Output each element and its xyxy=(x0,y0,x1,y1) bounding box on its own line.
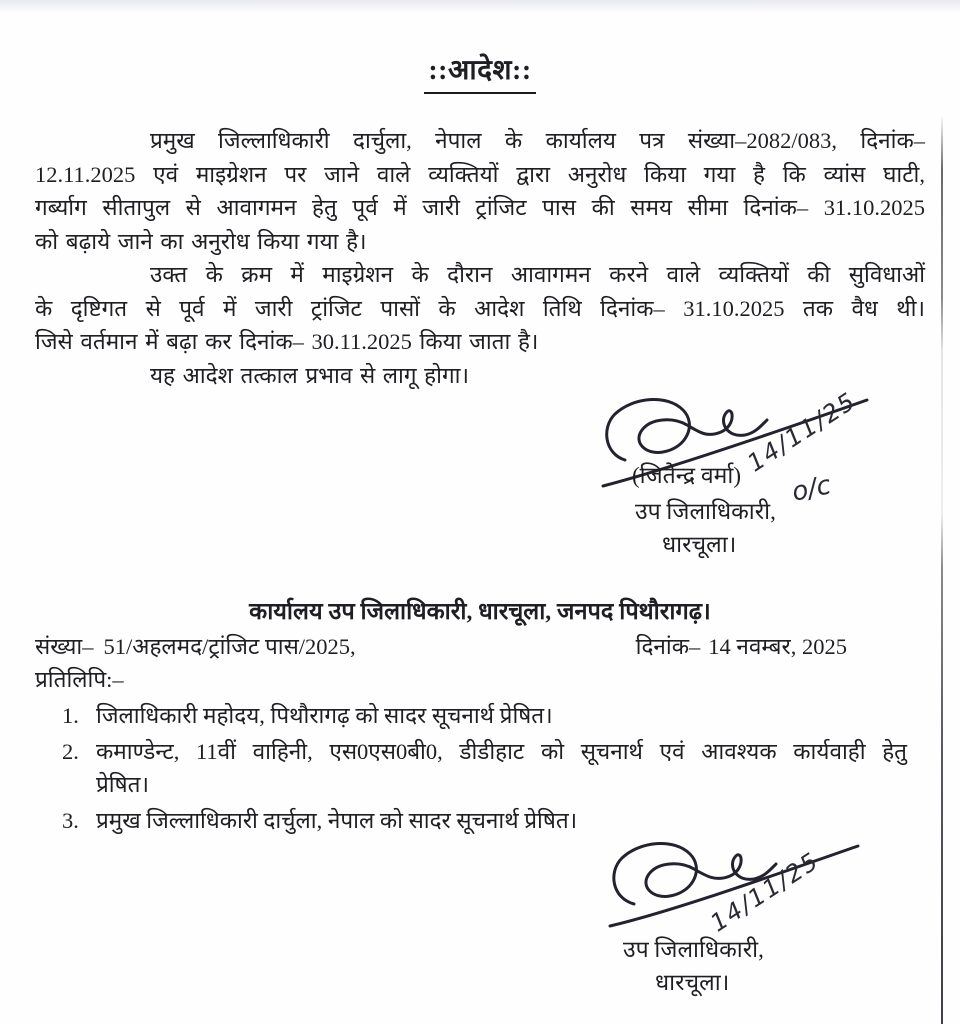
body-line: जिसे वर्तमान में बढ़ा कर दिनांक– 30.11.2025 किया जाता है। xyxy=(35,329,539,354)
signature-block-1 xyxy=(580,388,925,573)
signatory-place: धारचूला। xyxy=(655,970,730,995)
item-number: 3. xyxy=(62,807,79,833)
item-text: कमाण्डेन्ट, 11वीं वाहिनी, एस0एस0बी0, डीडीहाट को सूचनार्थ एवं आवश्यक कार्यवाही हेतु xyxy=(96,738,907,764)
list-item xyxy=(62,699,907,733)
scan-top-band xyxy=(0,0,960,12)
signatory-designation: उप जिलाधिकारी, xyxy=(635,499,776,524)
body-line: उक्त के क्रम में माइग्रेशन के दौरान आवागमन करने वाले व्यक्तियों की सुविधाओं xyxy=(150,262,925,287)
body-line: के दृष्टिगत से पूर्व में जारी ट्रांजिट पासों के आदेश तिथि दिनांक– 31.10.2025 तक वैध थी। xyxy=(35,295,925,321)
order-body xyxy=(35,124,925,392)
item-number: 2. xyxy=(62,738,79,764)
body-line: गर्ब्याग सीतापुल से आवागमन हेतु पूर्व में जारी ट्रांजिट पास की समय सीमा दिनांक– 31.10.2025 xyxy=(35,195,925,220)
copy-list xyxy=(62,699,907,839)
letter-date xyxy=(636,630,855,661)
list-item xyxy=(62,735,907,802)
signatory-name: (जितेन्द्र वर्मा) xyxy=(632,463,742,488)
item-text: प्रमुख जिल्लाधिकारी दार्चुला, नेपाल को सादर सूचनार्थ प्रेषित। xyxy=(96,807,578,833)
copy-to-label: प्रतिलिपि:– xyxy=(35,667,124,692)
letter-number xyxy=(35,630,366,661)
body-line: यह आदेश तत्काल प्रभाव से लागू होगा। xyxy=(150,362,469,388)
handwritten-date: 14/11/25 xyxy=(742,386,862,478)
title-row xyxy=(0,50,960,94)
number-date-row xyxy=(35,630,925,661)
item-number: 1. xyxy=(62,703,79,728)
scan-artifact-line xyxy=(941,115,943,1024)
number-label: संख्या– xyxy=(35,634,94,659)
document-title: ::आदेश:: xyxy=(424,50,535,94)
handwritten-oc: o/c xyxy=(789,470,834,508)
body-line: प्रमुख जिल्लाधिकारी दार्चुला, नेपाल के कार्यालय पत्र संख्या–2082/083, दिनांक– xyxy=(150,128,925,153)
item-text: प्रेषित। xyxy=(96,772,149,797)
signatory-place: धारचूला। xyxy=(662,532,737,557)
date-label: दिनांक– xyxy=(635,634,701,659)
signature-block-2 xyxy=(575,832,925,1022)
office-heading: कार्यालय उप जिलाधिकारी, धारचूला, जनपद पिथौरागढ़। xyxy=(249,599,711,625)
signatory-designation: उप जिलाधिकारी, xyxy=(623,937,764,962)
item-text: जिलाधिकारी महोदय, पिथौरागढ़ को सादर सूचनार्थ प्रेषित। xyxy=(96,703,553,728)
date-value: 14 नवम्बर, 2025 xyxy=(708,634,847,659)
handwritten-date: 14/11/25 xyxy=(705,846,825,938)
body-line: को बढ़ाये जाने का अनुरोध किया गया है। xyxy=(35,228,367,254)
body-line: 12.11.2025 एवं माइग्रेशन पर जाने वाले व्यक्तियों द्वारा अनुरोध किया गया है कि व्यांस घाटी, xyxy=(35,161,925,187)
number-value: 51/अहलमद/ट्रांजिट पास/2025, xyxy=(103,634,356,659)
